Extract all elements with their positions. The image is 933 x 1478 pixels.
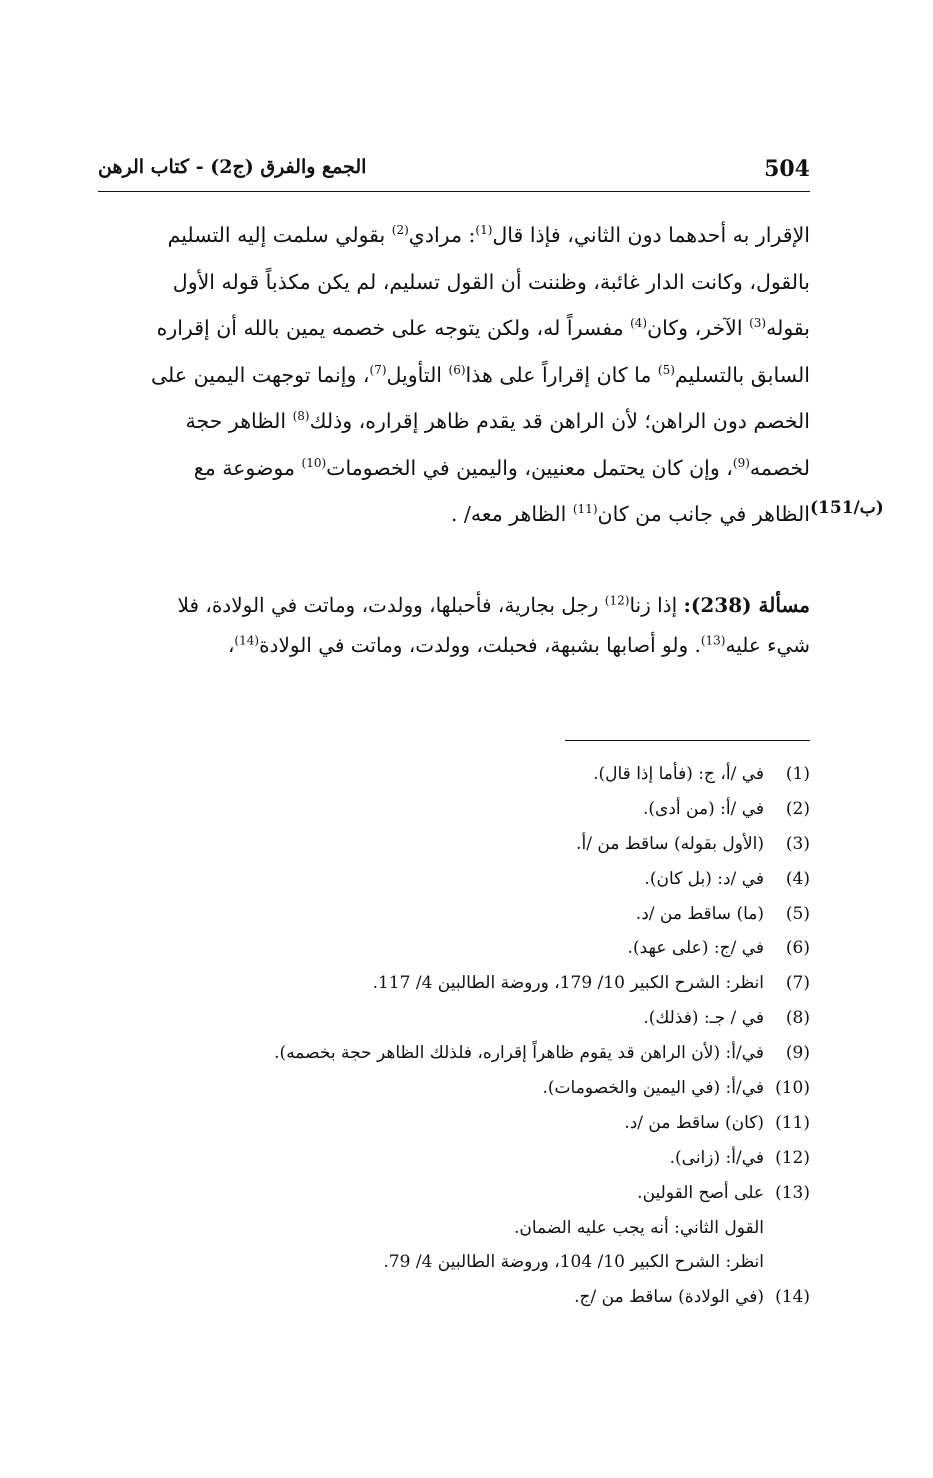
footnote-item	[98, 966, 810, 1001]
footnote-ref[interactable]: (6)	[448, 362, 466, 377]
footnote-text: القول الثاني: أنه يجب عليه الضمان.	[513, 1217, 764, 1238]
manuscript-folio-marker: (151/ب)	[810, 498, 884, 518]
footnote-ref[interactable]: (1)	[475, 223, 493, 238]
footnotes	[98, 757, 810, 1315]
footnote-number: (10)	[775, 1078, 810, 1099]
footnote-item	[98, 757, 810, 792]
footnote-text: في /أ، ج: (فأما إذا قال).	[593, 764, 764, 784]
footnote-number: (7)	[785, 973, 810, 994]
footnote-ref[interactable]: (8)	[292, 409, 310, 424]
text-line: شيء عليه$^{(13)}$. ولو أصابها بشبهة، فحبلت، وولدت، وماتت في الولادة$^{(14)}$،	[227, 633, 810, 657]
footnote-item	[98, 862, 810, 897]
footnote-continuation	[98, 1245, 810, 1280]
text-line: لخصمه$^{(9)}$، وإن كان يحتمل معنيين، واليمين في الخصومات$^{(10)}$ موضوعة مع	[193, 455, 810, 480]
footnote-ref[interactable]: (7)	[369, 362, 387, 377]
footnote-text: في /د: (بل كان).	[644, 868, 764, 889]
text-line: الظاهر في جانب من كان$^{(11)}$ الظاهر معه/ .	[450, 502, 810, 526]
footnote-number: (11)	[775, 1112, 810, 1133]
footnote-item	[98, 1141, 810, 1176]
running-title: الجمع والفرق (ج2) - كتاب الرهن	[98, 156, 367, 178]
footnote-number: (2)	[785, 798, 810, 819]
footnote-item	[98, 1036, 810, 1071]
footnote-item	[98, 897, 810, 932]
footnote-item	[98, 1280, 810, 1315]
footnote-item	[98, 792, 810, 827]
issue-label: مسألة (238):	[683, 593, 810, 617]
footnote-item	[98, 827, 810, 862]
footnote-text: في/أ: (لأن الراهن قد يقوم ظاهراً إقراره، فلذلك الظاهر حجة بخصمه).	[274, 1043, 764, 1064]
footnote-number: (4)	[785, 868, 810, 889]
footnote-continuation	[98, 1211, 810, 1246]
footnote-item	[98, 931, 810, 966]
footnote-item	[98, 1106, 810, 1141]
footnote-text: في / جـ: (فذلك).	[643, 1008, 764, 1029]
footnote-text: (الأول بقوله) ساقط من /أ.	[576, 833, 764, 854]
footnote-ref[interactable]: (9)	[732, 455, 750, 470]
footnote-number: (14)	[775, 1287, 810, 1308]
footnote-number: (3)	[785, 833, 810, 854]
footnote-number: (12)	[775, 1147, 810, 1168]
footnote-text: في /أ: (من أدى).	[642, 798, 764, 819]
footnote-item	[98, 1071, 810, 1106]
footnote-ref[interactable]: (13)	[700, 633, 726, 648]
text-line: السابق بالتسليم$^{(5)}$ ما كان إقراراً على هذا$^{(6)}$ التأويل$^{(7)}$، وإنما توجهت اليمين على	[150, 362, 810, 387]
main-text	[98, 212, 810, 538]
footnote-text: (في الولادة) ساقط من /ج.	[574, 1287, 764, 1308]
footnote-ref[interactable]: (4)	[630, 316, 648, 331]
footnote-number: (6)	[785, 938, 810, 959]
footnote-text: (ما) ساقط من /د.	[635, 903, 764, 924]
page-number: 504	[764, 156, 810, 182]
footnote-text: في/أ: (زانى).	[669, 1147, 764, 1168]
text-line: الخصم دون الراهن؛ لأن الراهن قد يقدم ظاهر إقراره، وذلك$^{(8)}$ الظاهر حجة	[185, 409, 810, 433]
header-rule	[98, 191, 810, 192]
text-line: مسألة (238): إذا زنا$^{(12)}$ رجل بجارية، فأحبلها، وولدت، وماتت في الولادة، فلا	[177, 593, 810, 617]
footnote-ref[interactable]: (12)	[604, 593, 630, 608]
footnote-item	[98, 1001, 810, 1036]
issue-paragraph	[98, 585, 810, 665]
footnote-ref[interactable]: (5)	[657, 362, 675, 377]
footnote-ref[interactable]: (14)	[234, 633, 260, 648]
footnote-text: في/أ: (في اليمين والخصومات).	[542, 1078, 764, 1099]
text-line: بالقول، وكانت الدار غائبة، وظننت أن القول تسليم، لم يكن مكذباً قوله الأول	[172, 269, 810, 294]
footnote-number: (8)	[785, 1008, 810, 1029]
footnote-text: على أصح القولين.	[637, 1182, 764, 1203]
footnote-number: (9)	[785, 1043, 810, 1064]
page-header	[98, 152, 810, 192]
footnote-text: انظر: الشرح الكبير 10/ 104، وروضة الطالبين 4/ 79.	[383, 1252, 764, 1273]
footnote-item	[98, 1176, 810, 1211]
footnote-ref[interactable]: (10)	[301, 455, 327, 470]
footnote-ref[interactable]: (2)	[391, 223, 409, 238]
footnote-separator	[565, 740, 810, 741]
text-line: الإقرار به أحدهما دون الثاني، فإذا قال$^{(1)}$: مرادي$^{(2)}$ بقولي سلمت إليه التسليم	[167, 223, 810, 247]
footnote-number: (5)	[785, 903, 810, 924]
footnote-text: انظر: الشرح الكبير 10/ 179، وروضة الطالبين 4/ 117.	[372, 973, 764, 994]
footnote-ref[interactable]: (11)	[572, 502, 598, 517]
text-line: بقوله$^{(3)}$ الآخر، وكان$^{(4)}$ مفسراً له، ولكن يتوجه على خصمه يمين بالله أن إقراره	[156, 316, 810, 340]
footnote-number: (13)	[775, 1182, 810, 1203]
footnote-number: (1)	[785, 764, 810, 784]
footnote-ref[interactable]: (3)	[749, 316, 767, 331]
footnote-text: (كان) ساقط من /د.	[624, 1112, 764, 1133]
footnote-text: في /ج: (على عهد).	[627, 938, 764, 959]
